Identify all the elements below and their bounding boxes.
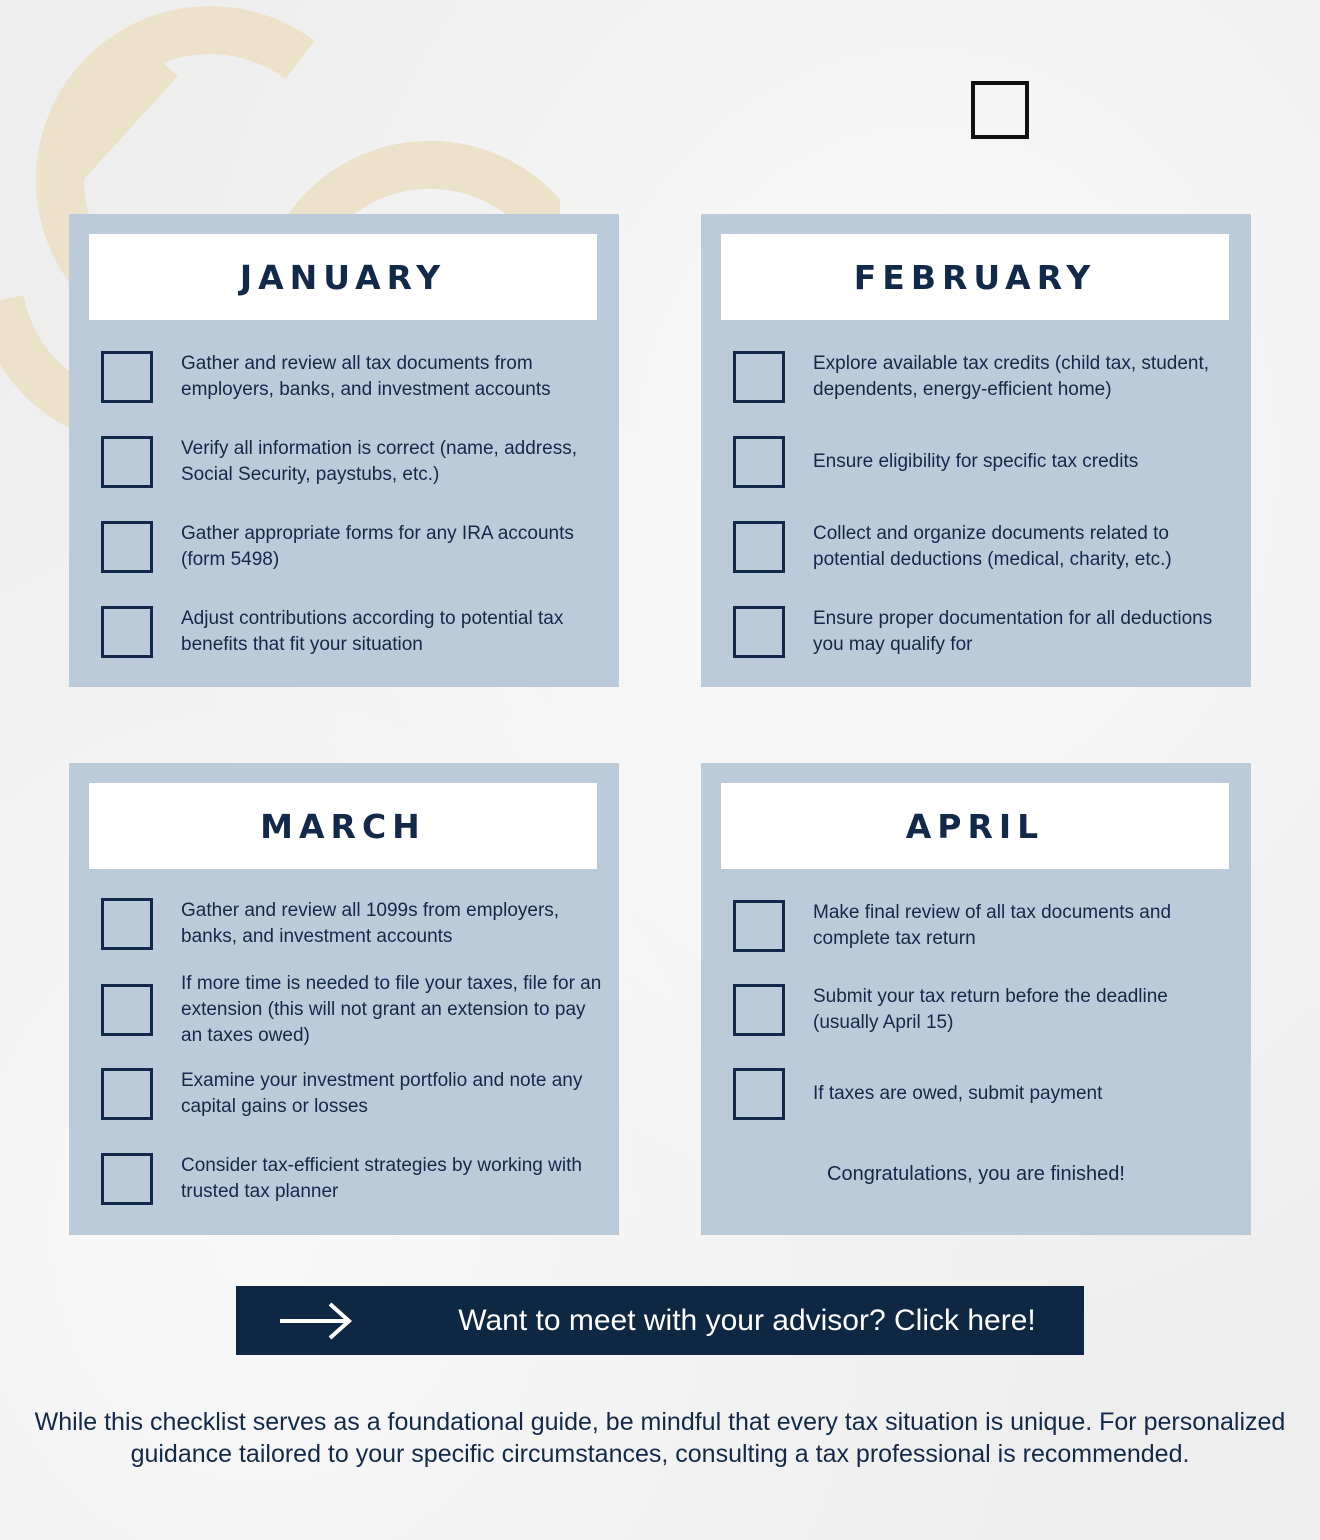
- checkbox[interactable]: [733, 900, 785, 952]
- checklist-item[interactable]: [733, 1068, 1235, 1120]
- item-label: Ensure proper documentation for all deductions you may qualify for: [813, 608, 1213, 655]
- item-label: Examine your investment portfolio and note any capital gains or losses: [181, 1070, 583, 1117]
- item-label: Verify all information is correct (name, address, Social Security, paystubs, etc.): [181, 438, 577, 485]
- checklist-item[interactable]: [101, 606, 603, 658]
- checklist-item[interactable]: [733, 900, 1235, 952]
- card-march: [69, 763, 619, 1235]
- item-label: If taxes are owed, submit payment: [813, 1083, 1103, 1104]
- checkbox[interactable]: [733, 1068, 785, 1120]
- checklist-item[interactable]: [101, 1153, 603, 1205]
- checklist-item[interactable]: [733, 521, 1235, 573]
- checklist-item[interactable]: [733, 351, 1235, 403]
- item-label: Consider tax-efficient strategies by working with trusted tax planner: [181, 1155, 582, 1202]
- item-label: Gather and review all 1099s from employers, banks, and investment accounts: [181, 900, 560, 947]
- checklist-item[interactable]: [733, 984, 1235, 1036]
- checkbox[interactable]: [733, 984, 785, 1036]
- checkbox[interactable]: [733, 351, 785, 403]
- checklist-item[interactable]: [101, 971, 603, 1049]
- item-label: If more time is needed to file your taxes, file for an extension (this will not grant an extension to pay an taxes owed): [181, 973, 602, 1046]
- month-title: MARCH: [89, 783, 597, 869]
- card-april: [701, 763, 1251, 1235]
- checklist-item[interactable]: [101, 1068, 603, 1120]
- checkbox[interactable]: [101, 606, 153, 658]
- meet-advisor-label: Want to meet with your advisor? Click here!: [458, 1303, 1036, 1337]
- card-january: [69, 214, 619, 687]
- checkbox[interactable]: [101, 521, 153, 573]
- item-label: Submit your tax return before the deadline (usually April 15): [813, 986, 1168, 1033]
- item-label: Gather and review all tax documents from employers, banks, and investment accounts: [181, 353, 551, 400]
- item-label: Make final review of all tax documents and complete tax return: [813, 902, 1172, 949]
- checklist-item[interactable]: [101, 898, 603, 950]
- checkbox[interactable]: [733, 606, 785, 658]
- checkbox[interactable]: [101, 898, 153, 950]
- checkbox[interactable]: [101, 351, 153, 403]
- checklist-item[interactable]: [101, 351, 603, 403]
- checkbox[interactable]: [101, 1153, 153, 1205]
- completion-note: Congratulations, you are finished!: [827, 1163, 1125, 1185]
- checklist-item[interactable]: [733, 436, 1235, 488]
- month-title: FEBRUARY: [721, 234, 1229, 320]
- checkbox[interactable]: [733, 436, 785, 488]
- arrow-right-icon: [278, 1301, 354, 1341]
- month-title: APRIL: [721, 783, 1229, 869]
- meet-advisor-button[interactable]: [236, 1286, 1084, 1355]
- card-february: [701, 214, 1251, 687]
- disclaimer-text: While this checklist serves as a foundational guide, be mindful that every tax situation is unique. For personalized guidance tailored to your specific circumstances, consulting a tax professional is recommended.: [34, 1408, 1286, 1468]
- top-checkbox[interactable]: [971, 81, 1029, 139]
- checklist-item[interactable]: [101, 436, 603, 488]
- checkbox[interactable]: [101, 984, 153, 1036]
- item-label: Explore available tax credits (child tax, student, dependents, energy-efficient home): [813, 353, 1210, 400]
- checklist-item[interactable]: [101, 521, 603, 573]
- checklist-item[interactable]: [733, 606, 1235, 658]
- checkbox[interactable]: [101, 436, 153, 488]
- item-label: Collect and organize documents related to potential deductions (medical, charity, etc.): [813, 523, 1172, 570]
- checkbox[interactable]: [101, 1068, 153, 1120]
- item-label: Adjust contributions according to potential tax benefits that fit your situation: [181, 608, 564, 655]
- month-title: JANUARY: [89, 234, 597, 320]
- checkbox[interactable]: [733, 521, 785, 573]
- item-label: Ensure eligibility for specific tax credits: [813, 451, 1139, 472]
- item-label: Gather appropriate forms for any IRA accounts (form 5498): [181, 523, 574, 570]
